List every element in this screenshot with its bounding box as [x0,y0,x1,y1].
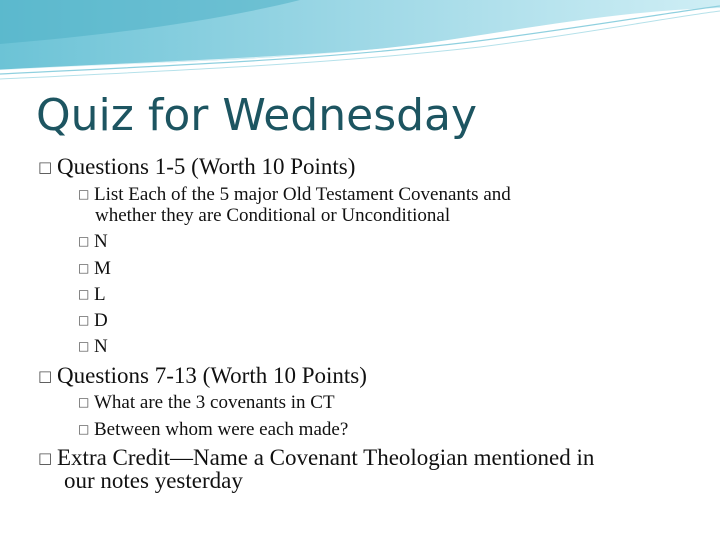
item-text: whether they are Conditional or Unconditional [95,205,451,226]
list-item [78,230,108,253]
slide-title: Quiz for Wednesday [36,90,478,141]
list-item-continuation [95,205,450,227]
list-item [78,283,106,306]
bullet-square-icon: □ [78,395,90,409]
bullet-square-icon: □ [78,339,90,353]
item-text: M [94,258,111,279]
item-text: N [94,336,108,357]
item-text: D [94,310,108,331]
list-item [38,363,367,389]
list-item [78,335,108,358]
item-text: N [94,231,108,252]
bullet-square-icon: □ [78,234,90,248]
list-item [78,391,335,414]
bullet-square-icon: □ [78,187,90,201]
bullet-square-icon: □ [78,313,90,327]
bullet-square-icon: □ [78,422,90,436]
list-item [78,309,108,332]
item-text: Extra Credit—Name a Covenant Theologian mentioned in [57,445,595,470]
item-text: our notes yesterday [64,468,243,493]
item-text: Between whom were each made? [94,419,349,440]
item-text: L [94,284,106,305]
bullet-square-icon: □ [78,261,90,275]
item-text: List Each of the 5 major Old Testament Covenants and [94,184,511,205]
bullet-square-icon: □ [38,449,53,467]
list-item [78,418,348,441]
bullet-square-icon: □ [38,158,53,176]
item-text: What are the 3 covenants in CT [94,392,335,413]
list-item [78,257,111,280]
item-text: Questions 1-5 (Worth 10 Points) [57,154,356,179]
bullet-square-icon: □ [78,287,90,301]
bullet-square-icon: □ [38,367,53,385]
list-item [78,183,511,206]
list-item-continuation [64,468,243,494]
item-text: Questions 7-13 (Worth 10 Points) [57,363,367,388]
list-item [38,154,355,180]
